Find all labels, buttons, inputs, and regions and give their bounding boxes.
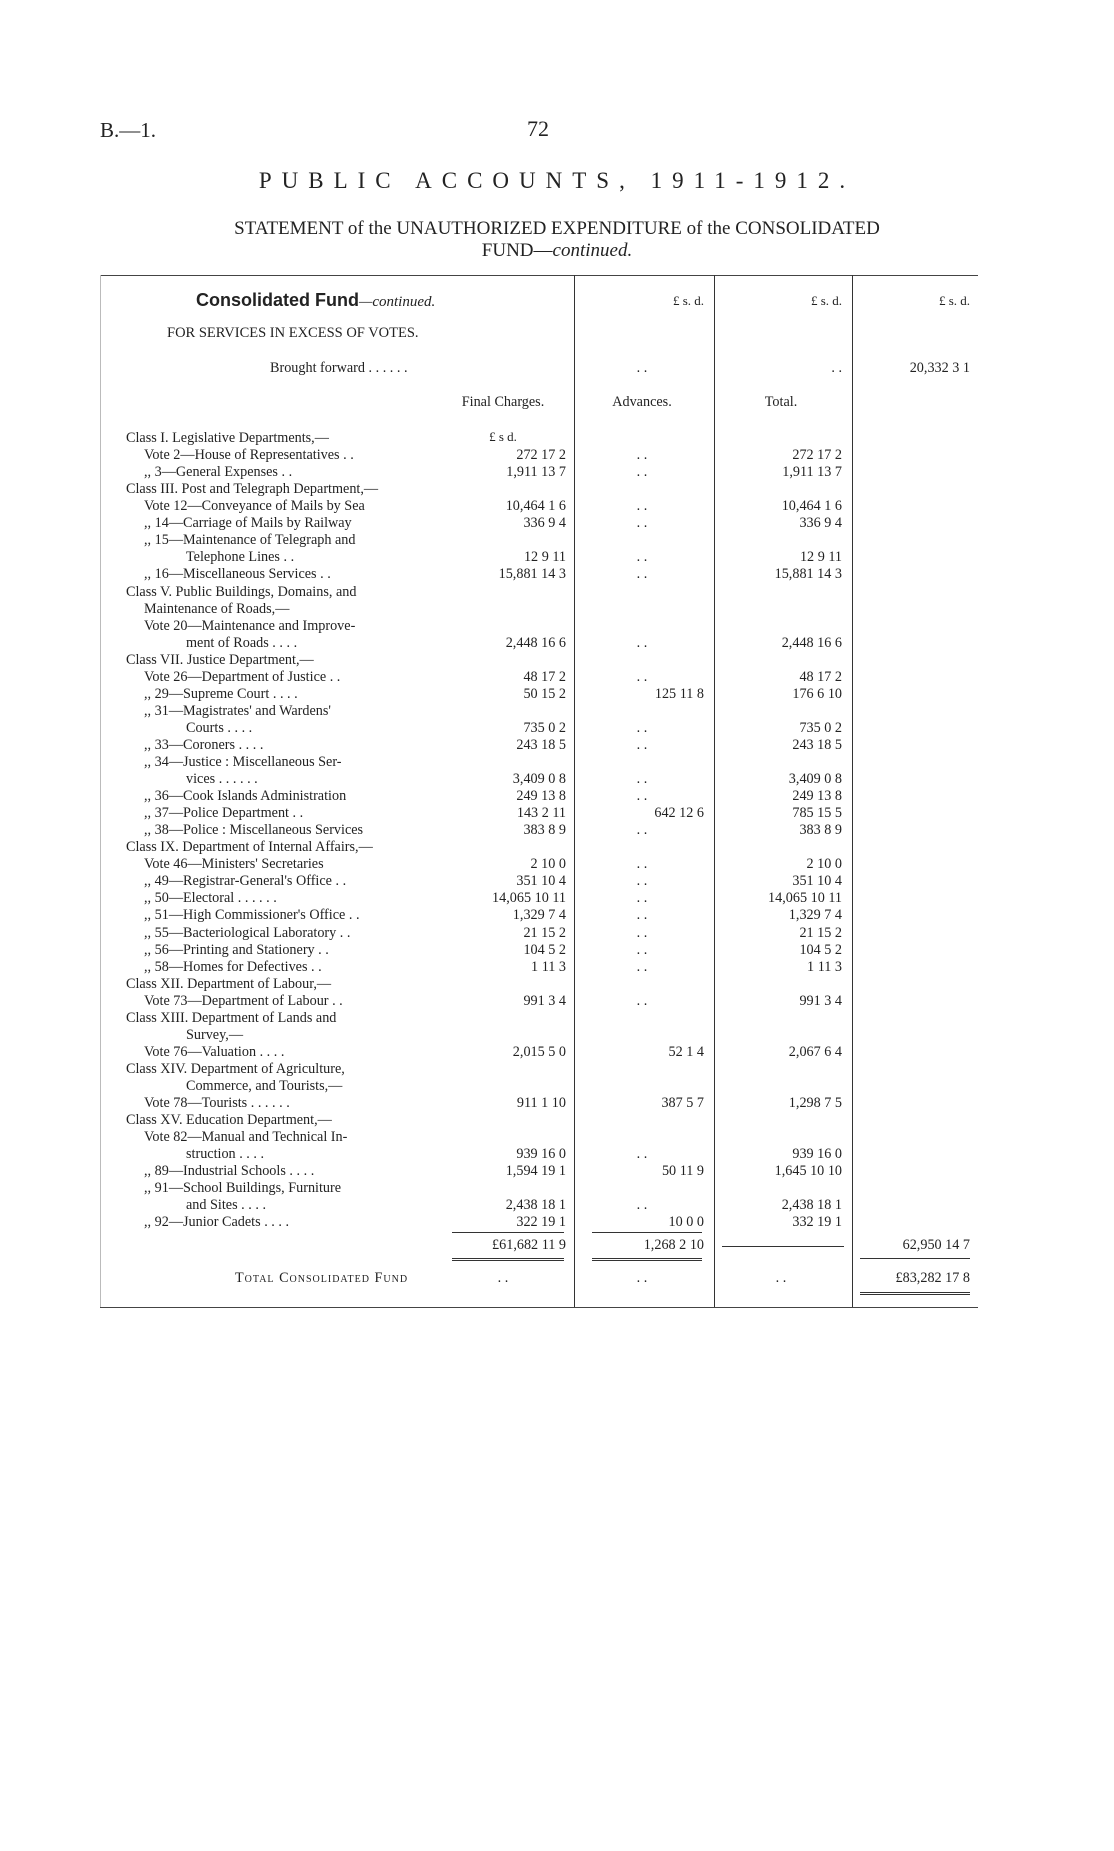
row-final-charge: 1,594 19 1	[505, 1163, 566, 1180]
row-label: Class XIII. Department of Lands and	[126, 1009, 337, 1026]
row-total: 3,409 0 8	[788, 771, 842, 787]
row-total: 2,067 6 4	[788, 1043, 842, 1060]
row-final-charge: 48 17 2	[523, 668, 566, 685]
document-reference: B.—1.	[100, 118, 157, 142]
row-label: ,, 92—Junior Cadets . . . .	[144, 1214, 290, 1231]
brought-forward-label: Brought forward . . . . . .	[270, 360, 408, 376]
row-advance: . .	[636, 958, 648, 975]
grand-total-double-rule	[860, 1292, 970, 1295]
row-total: 991 3 4	[799, 992, 842, 1009]
row-advance: . .	[636, 856, 648, 873]
row-label: struction . . . .	[186, 1146, 265, 1163]
row-label: Class VII. Justice Department,—	[126, 651, 314, 668]
row-final-charge: 104 5 2	[523, 941, 566, 958]
row-label: ,, 50—Electoral . . . . . .	[144, 890, 277, 907]
row-label: Survey,—	[186, 1026, 244, 1043]
row-advance: . .	[636, 771, 648, 787]
row-advance: 387 5 7	[661, 1095, 704, 1111]
row-label: ,, 38—Police : Miscellaneous Services	[144, 822, 364, 839]
row-label: Telephone Lines . .	[186, 549, 295, 566]
row-advance: 642 12 6	[654, 805, 704, 822]
row-label: ,, 34—Justice : Miscellaneous Ser-	[144, 754, 342, 770]
row-label: Vote 46—Ministers' Secretaries	[144, 856, 324, 873]
row-advance: . .	[636, 1146, 648, 1163]
row-final-charge: 143 2 11	[516, 805, 566, 822]
row-advance: . .	[636, 941, 648, 958]
row-total: 1,911 13 7	[782, 464, 842, 481]
table-top-rule	[100, 275, 978, 276]
row-label: ment of Roads . . . .	[186, 634, 298, 651]
row-total: 2,438 18 1	[781, 1197, 842, 1214]
advances-total-double-rule	[592, 1258, 702, 1261]
row-label: ,, 15—Maintenance of Telegraph and	[144, 532, 356, 549]
row-advance: . .	[636, 515, 648, 532]
row-total: 1 11 3	[807, 958, 842, 975]
row-advance: . .	[636, 907, 648, 924]
row-total: 1,298 7 5	[788, 1095, 842, 1111]
row-advance: . .	[636, 890, 648, 907]
row-label: ,, 56—Printing and Stationery . .	[144, 941, 329, 958]
row-final-charge: 1,911 13 7	[506, 464, 566, 481]
row-advance: . .	[636, 566, 648, 583]
row-final-charge: 2,015 5 0	[512, 1043, 566, 1060]
row-label: Vote 26—Department of Justice . .	[144, 668, 341, 685]
final-total-double-rule	[452, 1258, 564, 1261]
row-final-charge: 735 0 2	[523, 719, 566, 736]
row-label: Vote 2—House of Representatives . .	[144, 447, 354, 464]
table-heading	[196, 290, 435, 311]
row-final-charge: 15,881 14 3	[498, 566, 566, 583]
row-final-charge: 2,438 18 1	[505, 1197, 566, 1214]
grand-currency-head: £ s. d.	[938, 293, 970, 308]
row-total: 15,881 14 3	[774, 566, 842, 583]
row-advance: . .	[636, 822, 648, 839]
total-total-dots: . .	[775, 1270, 787, 1286]
row-total: 939 16 0	[792, 1146, 842, 1163]
row-label: ,, 37—Police Department . .	[144, 805, 304, 822]
row-label: ,, 51—High Commissioner's Office . .	[144, 907, 360, 924]
final-charges-currency-head: £ s d.	[489, 429, 517, 444]
row-advance: . .	[636, 719, 648, 736]
row-advance: . .	[636, 447, 648, 464]
row-final-charge: 12 9 11	[523, 549, 566, 566]
row-total: 176 6 10	[792, 685, 842, 702]
subtitle-line-2	[100, 240, 1014, 262]
row-total: 12 9 11	[799, 549, 842, 566]
row-final-charge: 1 11 3	[531, 958, 566, 975]
row-advance: . .	[636, 498, 648, 515]
row-final-charge: 1,329 7 4	[512, 907, 566, 924]
column-head-total: Total.	[764, 394, 798, 410]
row-total: 249 13 8	[792, 788, 842, 804]
column-divider-2	[714, 275, 715, 1308]
row-label: Maintenance of Roads,—	[144, 600, 290, 617]
total-consolidated-fund-value: £83,282 17 8	[895, 1270, 970, 1286]
row-final-charge: 322 19 1	[516, 1214, 566, 1231]
row-advance: 50 11 9	[661, 1163, 704, 1180]
row-total: 383 8 9	[799, 822, 842, 839]
row-total: 336 9 4	[799, 515, 842, 532]
row-total: 785 15 5	[792, 805, 842, 822]
row-total: 2 10 0	[806, 856, 842, 873]
row-advance: . .	[636, 1197, 648, 1214]
total-column-subtotal-dash	[722, 1246, 844, 1247]
row-final-charge: 3,409 0 8	[512, 771, 566, 787]
row-total: 332 19 1	[792, 1214, 842, 1231]
row-label: Class I. Legislative Departments,—	[126, 430, 329, 446]
row-total: 1,329 7 4	[788, 907, 842, 924]
row-final-charge: 21 15 2	[523, 924, 566, 941]
row-advance: . .	[636, 788, 648, 804]
table-subheading: FOR SERVICES IN EXCESS OF VOTES.	[167, 325, 419, 341]
row-label: ,, 36—Cook Islands Administration	[144, 788, 347, 804]
total-final-dots: . .	[497, 1270, 509, 1286]
row-label: ,, 58—Homes for Defectives . .	[144, 958, 322, 975]
table-heading-main: Consolidated Fund	[196, 290, 359, 310]
row-final-charge: 243 18 5	[516, 736, 566, 753]
page-number: 72	[527, 116, 549, 141]
row-final-charge: 911 1 10	[516, 1095, 566, 1111]
row-final-charge: 383 8 9	[523, 822, 566, 839]
row-label: Class III. Post and Telegraph Department,—	[126, 481, 379, 498]
brought-forward-value: 20,332 3 1	[909, 360, 970, 376]
row-total: 14,065 10 11	[768, 890, 842, 907]
grand-subtotal: 62,950 14 7	[902, 1237, 970, 1253]
row-total: 48 17 2	[799, 668, 842, 685]
subtitle-continued: continued.	[552, 240, 633, 261]
grand-subtotal-rule	[860, 1258, 970, 1259]
row-advance: . .	[636, 464, 648, 481]
table-bottom-rule	[100, 1307, 978, 1308]
row-label: ,, 33—Coroners . . . .	[144, 736, 264, 753]
row-final-charge: 14,065 10 11	[492, 890, 566, 907]
row-final-charge: 2,448 16 6	[505, 634, 566, 651]
row-label: Vote 20—Maintenance and Improve-	[144, 617, 356, 634]
column-head-final-charges: Final Charges.	[461, 394, 545, 410]
final-charges-subtotal: £61,682 11 9	[492, 1237, 566, 1253]
column-divider-1	[574, 275, 575, 1308]
brought-forward-total-dots: . .	[831, 360, 842, 376]
table-heading-continued: —continued.	[358, 294, 436, 310]
row-label: ,, 16—Miscellaneous Services . .	[144, 566, 331, 583]
row-total: 351 10 4	[792, 873, 842, 890]
total-consolidated-fund-label: Total Consolidated Fund	[235, 1270, 409, 1286]
row-label: ,, 31—Magistrates' and Wardens'	[144, 702, 331, 719]
brought-forward-advances-dots: . .	[636, 360, 648, 376]
row-final-charge: 351 10 4	[516, 873, 566, 890]
final-subtotal-rule	[452, 1232, 564, 1233]
subtitle-fund: FUND—	[481, 240, 553, 261]
row-label: vices . . . . . .	[186, 771, 258, 787]
row-label: Courts . . . .	[186, 719, 253, 736]
total-currency-head: £ s. d.	[810, 293, 842, 308]
row-total: 21 15 2	[799, 924, 842, 941]
page-title: PUBLIC ACCOUNTS, 1911-1912.	[258, 168, 856, 193]
row-total: 1,645 10 10	[774, 1163, 842, 1180]
row-advance: . .	[636, 668, 648, 685]
row-advance: 52 1 4	[668, 1043, 704, 1060]
row-final-charge: 336 9 4	[523, 515, 566, 532]
column-head-advances: Advances.	[612, 394, 672, 410]
row-advance: 10 0 0	[668, 1214, 704, 1231]
row-label: Class V. Public Buildings, Domains, and	[126, 583, 357, 600]
row-label: Class XV. Education Department,—	[126, 1112, 332, 1128]
row-final-charge: 272 17 2	[516, 447, 566, 464]
column-divider-3	[852, 275, 853, 1308]
row-advance: . .	[636, 924, 648, 941]
advances-currency-head: £ s. d.	[672, 293, 704, 308]
row-label: ,, 3—General Expenses . .	[144, 464, 293, 481]
row-label: Commerce, and Tourists,—	[186, 1077, 343, 1094]
row-advance: . .	[636, 634, 648, 651]
row-label: and Sites . . . .	[186, 1197, 266, 1214]
statement-subtitle	[100, 218, 1014, 262]
row-label: ,, 91—School Buildings, Furniture	[144, 1180, 342, 1197]
row-final-charge: 991 3 4	[523, 992, 566, 1009]
total-advances-dots: . .	[636, 1270, 648, 1286]
row-advance: . .	[636, 873, 648, 890]
row-label: Vote 82—Manual and Technical In-	[144, 1129, 348, 1146]
row-total: 243 18 5	[792, 736, 842, 753]
row-label: Class XIV. Department of Agriculture,	[126, 1060, 345, 1077]
row-label: ,, 29—Supreme Court . . . .	[144, 685, 298, 702]
row-advance: . .	[636, 992, 648, 1009]
table-left-rule	[100, 275, 101, 1308]
subtitle-line-1: STATEMENT of the UNAUTHORIZED EXPENDITURE of the CONSOLIDATED	[234, 218, 880, 239]
row-final-charge: 939 16 0	[516, 1146, 566, 1163]
row-final-charge: 10,464 1 6	[505, 498, 566, 515]
row-label: Vote 73—Department of Labour . .	[144, 992, 343, 1009]
row-final-charge: 2 10 0	[530, 856, 566, 873]
row-label: Class IX. Department of Internal Affairs,—	[126, 839, 373, 856]
row-total: 735 0 2	[799, 719, 842, 736]
advances-subtotal-rule	[592, 1232, 702, 1233]
row-label: Class XII. Department of Labour,—	[126, 975, 332, 992]
row-total: 272 17 2	[792, 447, 842, 464]
row-total: 10,464 1 6	[781, 498, 842, 515]
row-label: Vote 78—Tourists . . . . . .	[144, 1095, 290, 1111]
advances-subtotal: 1,268 2 10	[643, 1237, 704, 1253]
row-label: ,, 89—Industrial Schools . . . .	[144, 1163, 315, 1180]
row-final-charge: 50 15 2	[523, 685, 566, 702]
row-total: 2,448 16 6	[781, 634, 842, 651]
row-label: Vote 12—Conveyance of Mails by Sea	[144, 498, 365, 515]
row-advance: . .	[636, 736, 648, 753]
row-label: ,, 14—Carriage of Mails by Railway	[144, 515, 352, 532]
row-final-charge: 249 13 8	[516, 788, 566, 804]
row-advance: . .	[636, 549, 648, 566]
row-advance: 125 11 8	[654, 685, 704, 702]
row-label: Vote 76—Valuation . . . .	[144, 1043, 285, 1060]
row-label: ,, 55—Bacteriological Laboratory . .	[144, 924, 351, 941]
row-total: 104 5 2	[799, 941, 842, 958]
row-label: ,, 49—Registrar-General's Office . .	[144, 873, 347, 890]
